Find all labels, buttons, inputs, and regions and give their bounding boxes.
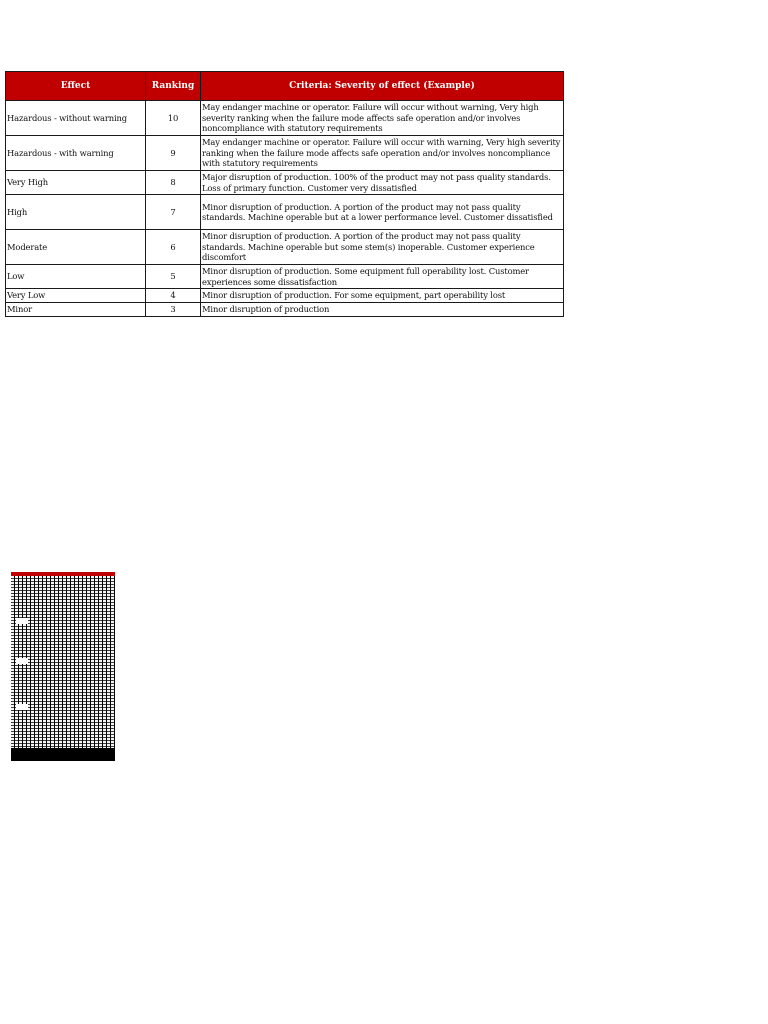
criteria-cell: Minor disruption of production. A portion of the product may not pass quality standards. Machine operable but at a lower performance level. Customer dissatisfied xyxy=(201,195,564,230)
effect-cell: Very High xyxy=(6,171,146,195)
effect-cell: Moderate xyxy=(6,230,146,265)
ranking-cell: 7 xyxy=(146,195,201,230)
effect-column-header: Effect xyxy=(6,72,146,101)
effect-cell: Hazardous - with warning xyxy=(6,136,146,171)
effect-cell: Hazardous - without warning xyxy=(6,101,146,136)
ranking-column-header: Ranking xyxy=(146,72,201,101)
table-row xyxy=(6,230,564,265)
ranking-cell: 10 xyxy=(146,101,201,136)
table-row xyxy=(6,303,564,317)
thumbnail-blank-cell xyxy=(16,658,28,664)
header-row xyxy=(6,72,564,101)
criteria-cell: Minor disruption of production xyxy=(201,303,564,317)
ranking-cell: 9 xyxy=(146,136,201,171)
table-row xyxy=(6,195,564,230)
effect-cell: Low xyxy=(6,265,146,289)
criteria-cell: Minor disruption of production. A portion of the product may not pass quality standards. Machine operable but some stem(s) inoperable. Customer experience discomfort xyxy=(201,230,564,265)
effect-cell: High xyxy=(6,195,146,230)
ranking-cell: 8 xyxy=(146,171,201,195)
thumbnail-blank-cell xyxy=(16,704,28,710)
table-body xyxy=(6,101,564,317)
criteria-cell: Minor disruption of production. For some equipment, part operability lost xyxy=(201,289,564,303)
table-row xyxy=(6,171,564,195)
effect-cell: Minor xyxy=(6,303,146,317)
thumbnail-blank-cell xyxy=(16,618,28,624)
criteria-cell: Minor disruption of production. Some equipment full operability lost. Customer experiences some dissatisfaction xyxy=(201,265,564,289)
ranking-cell: 5 xyxy=(146,265,201,289)
table-row xyxy=(6,289,564,303)
ranking-cell: 6 xyxy=(146,230,201,265)
ranking-cell: 3 xyxy=(146,303,201,317)
table-row xyxy=(6,136,564,171)
criteria-cell: May endanger machine or operator. Failure will occur with warning, Very high severity ranking when the failure mode affects safe operation and/or involves noncompliance with statutory requirements xyxy=(201,136,564,171)
severity-ranking-table xyxy=(5,71,564,317)
criteria-cell: May endanger machine or operator. Failure will occur without warning, Very high severity ranking when the failure mode affects safe operation and/or involves noncompliance with statutory requirements xyxy=(201,101,564,136)
table-header xyxy=(6,72,564,101)
thumbnail-grid xyxy=(11,576,115,761)
criteria-column-header: Criteria: Severity of effect (Example) xyxy=(201,72,564,101)
thumbnail-footer-band xyxy=(11,748,115,761)
criteria-cell: Major disruption of production. 100% of the product may not pass quality standards. Loss of primary function. Customer very dissatisfied xyxy=(201,171,564,195)
table-row xyxy=(6,265,564,289)
table-row xyxy=(6,101,564,136)
ranking-cell: 4 xyxy=(146,289,201,303)
spreadsheet-thumbnail xyxy=(11,572,115,761)
effect-cell: Very Low xyxy=(6,289,146,303)
